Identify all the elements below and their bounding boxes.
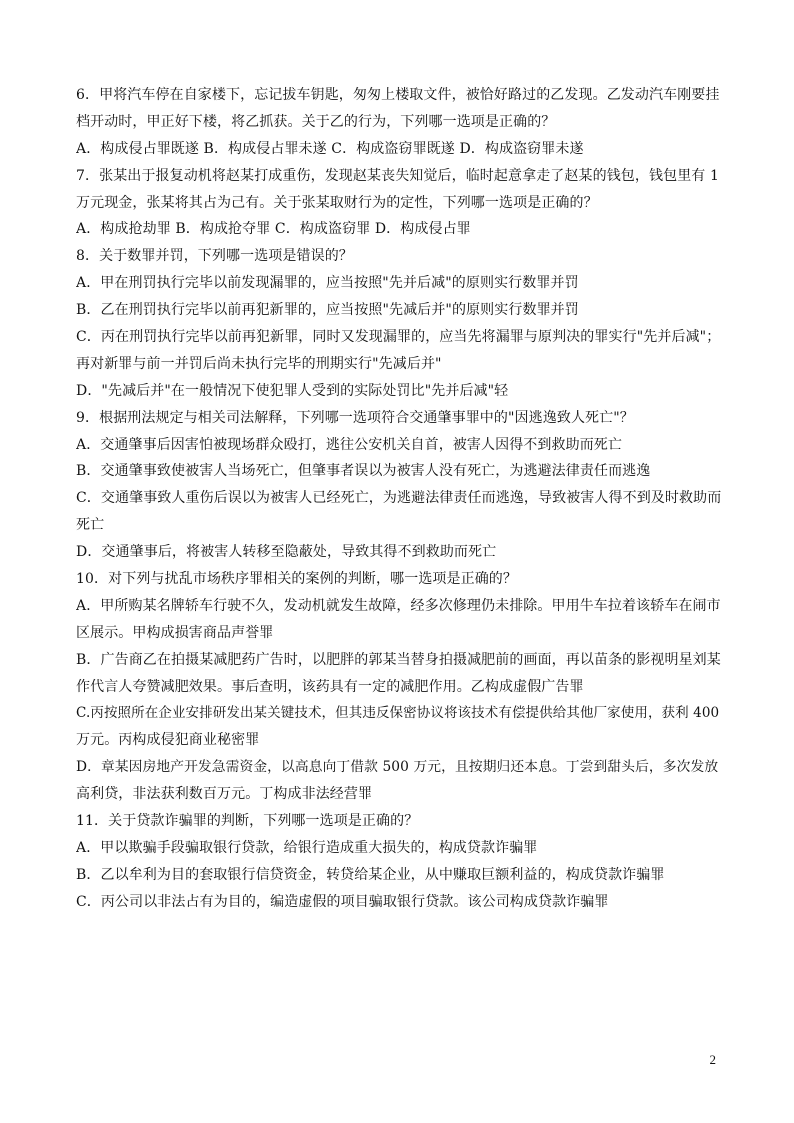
text-line: 8．关于数罪并罚，下列哪一选项是错误的？: [76, 248, 353, 265]
text-line: A．甲以欺骗手段骗取银行贷款，给银行造成重大损失的，构成贷款诈骗罪: [76, 839, 538, 856]
text-line: 万元现金，张某将其占为己有。关于张某取财行为的定性，下列哪一选项是正确的？: [76, 194, 598, 211]
text-line: C.丙按照所在企业安排研发出某关键技术，但其违反保密协议将该技术有偿提供给其他厂家使用，获利 400: [76, 705, 720, 722]
text-line: 档开动时，甲正好下楼，将乙抓获。关于乙的行为，下列哪一选项是正确的？: [76, 113, 556, 130]
text-line: D．章某因房地产开发急需资金，以高息向丁借款 500 万元，且按期归还本息。丁尝到甜头后，多次发放: [76, 759, 719, 776]
text-line: B．乙在刑罚执行完毕以前再犯新罪的，应当按照"先减后并"的原则实行数罪并罚: [76, 302, 579, 319]
text-line: 11．关于贷款诈骗罪的判断，下列哪一选项是正确的？: [76, 813, 419, 830]
text-line: B．乙以牟利为目的套取银行信贷资金，转贷给某企业，从中赚取巨额利益的，构成贷款诈骗罪: [76, 866, 665, 883]
text-line: C．丙公司以非法占有为目的，编造虚假的项目骗取银行贷款。该公司构成贷款诈骗罪: [76, 893, 609, 910]
text-line: 死亡: [76, 517, 105, 534]
text-line: A．甲在刑罚执行完毕以前发现漏罪的，应当按照"先并后减"的原则实行数罪并罚: [76, 275, 579, 292]
page-number: 2: [709, 1052, 716, 1067]
text-line: 6．甲将汽车停在自家楼下，忘记拔车钥匙，匆匆上楼取文件，被恰好路过的乙发现。乙发动汽车刚要挂: [76, 87, 720, 103]
text-line: 7．张某出于报复动机将赵某打成重伤，发现赵某丧失知觉后，临时起意拿走了赵某的钱包，钱包里有 1: [76, 167, 719, 184]
text-line: 作代言人夸赞减肥效果。事后查明，该药具有一定的减肥作用。乙构成虚假广告罪: [76, 678, 584, 695]
text-line: D．交通肇事后，将被害人转移至隐蔽处，导致其得不到救助而死亡: [76, 544, 497, 561]
text-line: 高利贷，非法获利数百万元。丁构成非法经营罪: [76, 786, 373, 803]
text-line: A．构成侵占罪既遂 B．构成侵占罪未遂 C．构成盗窃罪既遂 D．构成盗窃罪未遂: [76, 140, 584, 157]
text-line: 10．对下列与扰乱市场秩序罪相关的案例的判断，哪一选项是正确的？: [76, 571, 518, 588]
document-body: [76, 82, 728, 916]
text-line: C．丙在刑罚执行完毕以前再犯新罪，同时又发现漏罪的，应当先将漏罪与原判决的罪实行"先并后减"；: [76, 329, 721, 346]
text-line: A．交通肇事后因害怕被现场群众殴打，逃往公安机关自首，被害人因得不到救助而死亡: [76, 436, 623, 453]
text-line: D．"先减后并"在一般情况下使犯罪人受到的实际处罚比"先并后减"轻: [76, 382, 509, 399]
text-line: 再对新罪与前一并罚后尚未执行完毕的刑期实行"先减后并": [76, 355, 442, 372]
text-line: A．甲所购某名牌轿车行驶不久，发动机就发生故障，经多次修理仍未排除。甲用牛车拉着该轿车在闹市: [76, 597, 721, 614]
text-line: B．广告商乙在拍摄某减肥药广告时，以肥胖的郭某当替身拍摄减肥前的画面，再以苗条的影视明星刘某: [76, 651, 721, 668]
text-line: 区展示。甲构成损害商品声誉罪: [76, 624, 274, 641]
text-line: A．构成抢劫罪 B．构成抢夺罪 C．构成盗窃罪 D．构成侵占罪: [76, 221, 471, 238]
text-line: 9．根据刑法规定与相关司法解释，下列哪一选项符合交通肇事罪中的"因逃逸致人死亡"？: [76, 409, 634, 426]
text-line: C．交通肇事致人重伤后误以为被害人已经死亡，为逃避法律责任而逃逸，导致被害人得不到及时救助而: [76, 490, 722, 507]
text-line: B．交通肇事致使被害人当场死亡，但肇事者误以为被害人没有死亡，为逃避法律责任而逃逸: [76, 463, 651, 480]
text-line: 万元。丙构成侵犯商业秘密罪: [76, 732, 260, 749]
